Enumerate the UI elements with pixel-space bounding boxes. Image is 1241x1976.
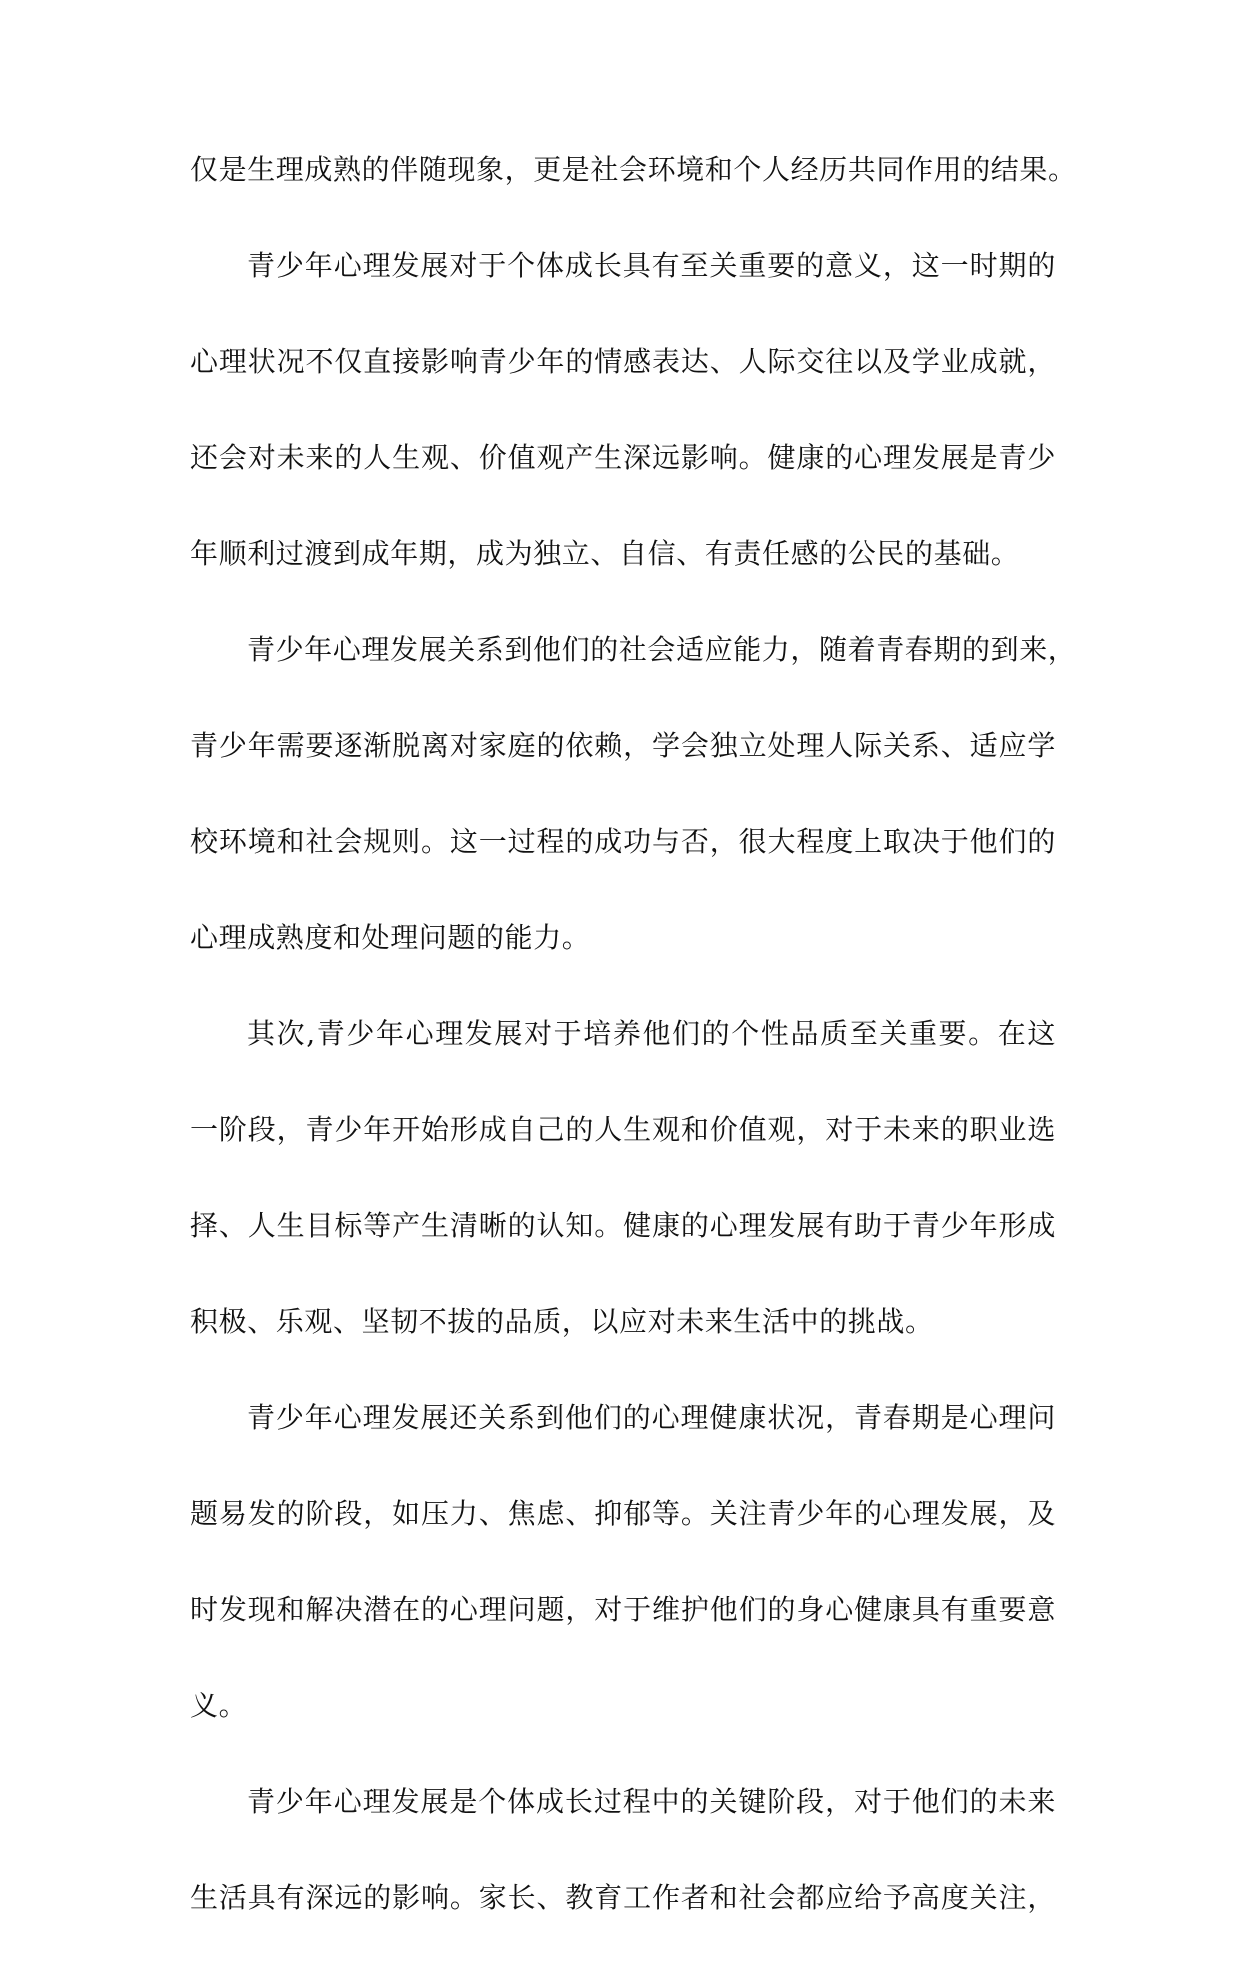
text-line: 仅是生理成熟的伴随现象，更是社会环境和个人经历共同作用的结果。	[190, 153, 1077, 186]
text-line: 校环境和社会规则。这一过程的成功与否，很大程度上取决于他们的	[190, 825, 1056, 858]
text-line: 时发现和解决潜在的心理问题，对于维护他们的身心健康具有重要意	[190, 1593, 1056, 1626]
text-line: 还会对未来的人生观、价值观产生深远影响。健康的心理发展是青少	[190, 441, 1056, 474]
paragraph-last-line: 年顺利过渡到成年期，成为独立、自信、有责任感的公民的基础。	[190, 537, 1020, 570]
text-line: 生活具有深远的影响。家长、教育工作者和社会都应给予高度关注，	[190, 1881, 1056, 1914]
paragraph-first-line: 青少年心理发展关系到他们的社会适应能力，随着青春期的到来，	[247, 633, 1077, 666]
text-line: 择、人生目标等产生清晰的认知。健康的心理发展有助于青少年形成	[190, 1209, 1056, 1242]
paragraph-last-line: 积极、乐观、坚韧不拔的品质，以应对未来生活中的挑战。	[190, 1305, 934, 1338]
text-line: 一阶段，青少年开始形成自己的人生观和价值观，对于未来的职业选	[190, 1113, 1056, 1146]
text-line: 心理状况不仅直接影响青少年的情感表达、人际交往以及学业成就，	[190, 345, 1056, 378]
text-line: 题易发的阶段，如压力、焦虑、抑郁等。关注青少年的心理发展，及	[190, 1497, 1056, 1530]
paragraph-first-line: 青少年心理发展对于个体成长具有至关重要的意义，这一时期的	[247, 249, 1056, 282]
paragraph-first-line: 青少年心理发展是个体成长过程中的关键阶段，对于他们的未来	[247, 1785, 1056, 1818]
text-line: 青少年需要逐渐脱离对家庭的依赖，学会独立处理人际关系、适应学	[190, 729, 1056, 762]
paragraph-first-line: 青少年心理发展还关系到他们的心理健康状况，青春期是心理问	[247, 1401, 1056, 1434]
document-body	[190, 152, 1077, 1976]
paragraph-last-line: 义。	[190, 1689, 248, 1722]
paragraph-first-line: 其次,青少年心理发展对于培养他们的个性品质至关重要。在这	[247, 1017, 1056, 1050]
paragraph-last-line: 心理成熟度和处理问题的能力。	[190, 921, 591, 954]
